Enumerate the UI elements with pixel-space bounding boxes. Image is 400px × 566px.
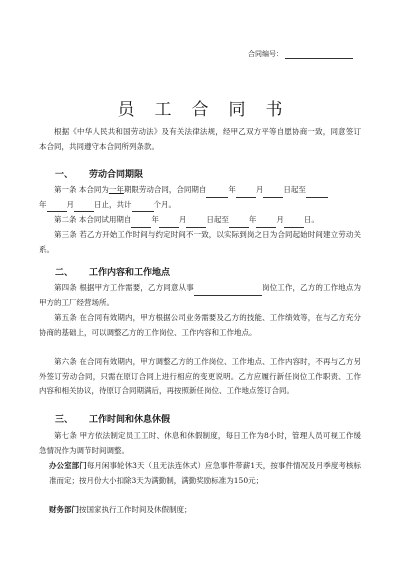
article-6: 第六条 在合同有效期内，甲方调整乙方的工作岗位、工作地点、工作内容时，不再与乙方另外签订劳动合同，只需在原订合同上进行相应的变更说明。乙方应履行新任岗位工作职责、工作内容和相关协议，待原订合同期满后，再按照新任岗位、工作地点签订合同。 [39, 357, 361, 395]
start-year-blank[interactable] [206, 189, 228, 198]
section-heading-term [55, 167, 143, 180]
office-dept-rule [49, 459, 361, 488]
article-2-text: 第二条 本合同试用期自 [54, 215, 132, 224]
article-4 [39, 281, 361, 310]
article-4-text-b: 岗位工作，乙方的工作地点为甲方的工厂经营场所。 [39, 283, 361, 307]
contract-number-field [248, 50, 353, 59]
section-number: 三、 [55, 415, 74, 425]
end-day-blank[interactable] [74, 203, 94, 212]
start-day-blank[interactable] [263, 189, 283, 198]
article-3: 第三条 若乙方开始工作时间与约定时间不一致，以实际到岗之日为合同起始时间建立劳动关系。 [39, 230, 361, 254]
section-title: 工作内容和工作地点 [89, 268, 171, 278]
article-4-text-a: 第四条 根据甲方工作需要，乙方同意从事 [54, 283, 194, 292]
month-label: 月 [178, 215, 187, 224]
finance-dept-text: 按国家执行工作时间及休假制度； [79, 505, 192, 514]
document-title: 员工合同书 [117, 100, 303, 120]
section-heading-hours [55, 412, 170, 425]
year-label: 年 [39, 199, 47, 209]
year-label: 年 [248, 215, 257, 224]
position-blank[interactable] [194, 287, 262, 296]
article-2 [39, 213, 361, 228]
finance-dept-label: 财务部门 [49, 505, 79, 514]
article-1-text-b: 期限劳动合同，合同期自 [123, 185, 207, 194]
day-from-label: 日起至 [283, 185, 306, 194]
probation-end-day-blank[interactable] [284, 219, 304, 228]
section-number: 一、 [55, 170, 74, 180]
months-total-label: 个月。 [153, 199, 176, 209]
month-label: 月 [66, 199, 74, 209]
article-5: 第五条 在合同有效期内，甲方根据公司业务需要及乙方的技能、工作绩效等，在与乙方充分协商的基础上，可以调整乙方的工作岗位、工作内容和工作地点。 [39, 313, 361, 337]
section-number: 二、 [55, 268, 74, 278]
year-label: 年 [228, 185, 236, 194]
contract-term-value: 一年 [108, 185, 124, 194]
intro-paragraph: 根据《中华人民共和国劳动法》及有关法律法规，经甲乙双方平等自愿协商一致，同意签订本合同，共同遵守本合同所列条款。 [39, 127, 361, 151]
contract-number-blank[interactable] [285, 51, 353, 59]
article-1 [39, 183, 361, 212]
year-label: 年 [151, 215, 159, 224]
day-label: 日。 [303, 215, 319, 224]
contract-number-label: 合同编号： [248, 50, 283, 58]
probation-end-year-blank[interactable] [229, 219, 249, 228]
office-dept-label: 办公室部门 [49, 461, 87, 470]
month-label: 月 [276, 215, 284, 224]
total-months-blank[interactable] [132, 203, 154, 212]
article-7: 第七条 甲方依法制定员工工时、休息和休假制度，每日工作为8小时，管理人员可视工作缓急情况作为调节时间调整。 [39, 431, 361, 455]
probation-end-month-blank[interactable] [256, 219, 276, 228]
day-to-label: 日起至 [206, 215, 229, 224]
section-heading-work [55, 265, 170, 278]
finance-dept-rule [49, 503, 361, 518]
office-dept-text: 每月闲事轮休3天（且无法连休式）应急事件带薪1天，按事件情况及月季度考核标准而定；按月份大小扣除3天为满勤制，满勤奖励标准为150元； [49, 461, 362, 485]
day-end-label: 日止，共计 [94, 199, 132, 209]
probation-start-year-blank[interactable] [131, 219, 151, 228]
section-title: 工作时间和休息休假 [89, 415, 171, 425]
start-month-blank[interactable] [236, 189, 256, 198]
probation-start-day-blank[interactable] [186, 219, 206, 228]
month-label: 月 [255, 185, 264, 194]
section-title: 劳动合同期限 [89, 170, 144, 180]
end-year-blank[interactable] [306, 189, 328, 198]
probation-start-month-blank[interactable] [159, 219, 179, 228]
article-1-text-a: 第一条 本合同为 [54, 185, 109, 194]
end-month-blank[interactable] [47, 203, 67, 212]
